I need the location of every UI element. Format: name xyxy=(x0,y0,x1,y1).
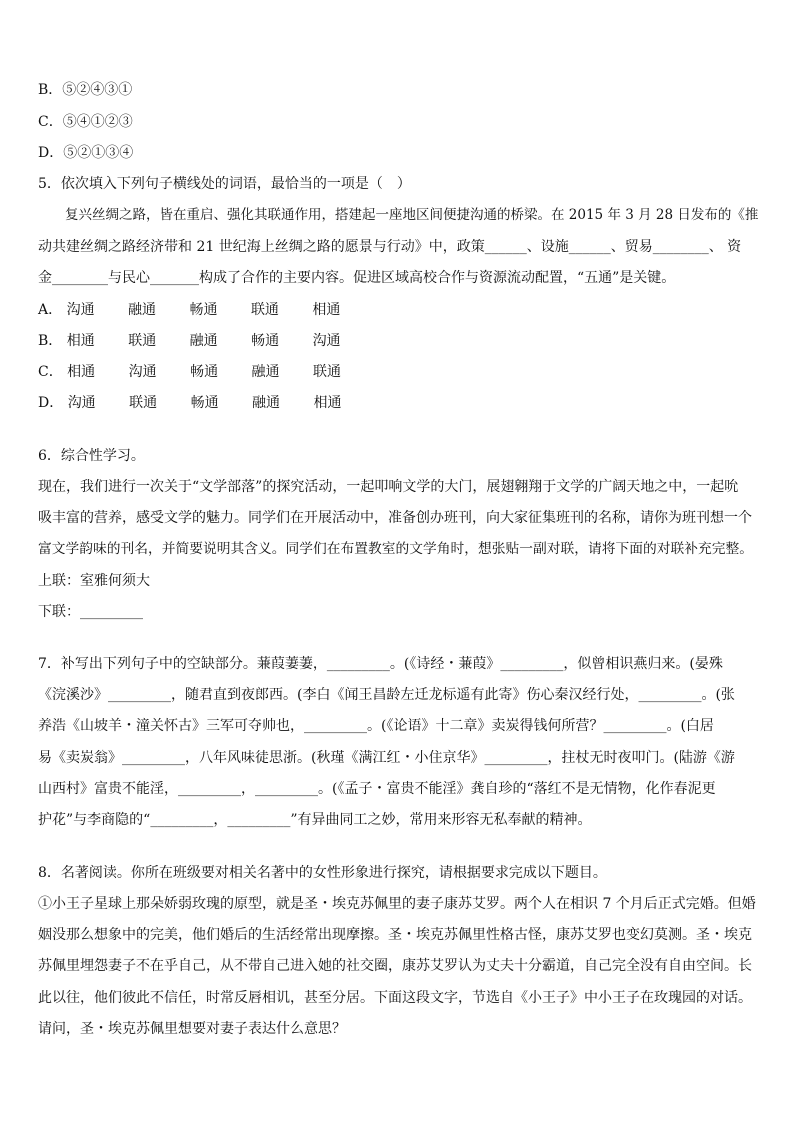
q5-option-word: 联通 xyxy=(128,333,157,349)
q5-option-a xyxy=(38,300,760,320)
q7-line-3: 养浩《山坡羊・潼关怀古》三军可夺帅也，_________。(《论语》十二章》卖炭得钱何所营？_________。(白居 xyxy=(38,718,714,734)
q8-line-2: 姻没那么想象中的完美，他们婚后的生活经常出现摩擦。圣・埃克苏佩里性格古怪，康苏艾罗也变幻莫测。圣・埃克 xyxy=(38,927,752,943)
q5-option-c xyxy=(38,362,760,382)
q5-option-label: D． xyxy=(38,395,64,411)
q5-option-word: 相通 xyxy=(66,333,95,349)
q7-line-2: 《浣溪沙》_________，随君直到夜郎西。(李白《闻王昌龄左迁龙标遥有此寄》伤心秦汉经行处，_________。(张 xyxy=(38,687,735,703)
q6-upper-couplet: 上联：室雅何须大 xyxy=(38,573,150,589)
q5-passage-line-3: 金________与民心_______构成了合作的主要内容。促进区域高校合作与资源流动配置，“五通”是关键。 xyxy=(38,270,676,286)
q8-line-3: 苏佩里埋怨妻子不在乎自己，从不带自己进入她的社交圈，康苏艾罗认为丈夫十分霸道，自己完全没有自由空间。长 xyxy=(38,958,752,974)
q5-option-word: 沟通 xyxy=(66,302,95,318)
q5-option-word: 融通 xyxy=(128,302,157,318)
q5-option-word: 融通 xyxy=(252,395,281,411)
q5-option-word: 联通 xyxy=(129,395,158,411)
q6-stem: 6．综合性学习。 xyxy=(38,448,145,464)
q5-option-word: 沟通 xyxy=(128,364,157,380)
q8-line-4: 此以往，他们彼此不信任，时常反唇相讥，甚至分居。下面这段文字，节选自《小王子》中小王子在玫瑰园的对话。 xyxy=(38,990,752,1006)
q5-option-word: 畅通 xyxy=(189,302,218,318)
q5-option-label: C． xyxy=(38,364,63,380)
q5-option-word: 融通 xyxy=(189,333,218,349)
q8-stem: 8．名著阅读。你所在班级要对相关名著中的女性形象进行探究，请根据要求完成以下题目。 xyxy=(38,865,607,881)
q5-option-b xyxy=(38,331,760,351)
q6-lower-couplet: 下联：_________ xyxy=(38,604,143,620)
q5-option-d xyxy=(38,393,760,413)
q5-option-word: 相通 xyxy=(313,395,342,411)
q5-option-word: 畅通 xyxy=(190,364,219,380)
q5-option-word: 畅通 xyxy=(190,395,219,411)
q5-option-word: 沟通 xyxy=(67,395,96,411)
q4-option-b: B．⑤②④③① xyxy=(38,82,133,98)
q4-option-c: C．⑤④①②③ xyxy=(38,114,133,130)
q5-option-word: 畅通 xyxy=(251,333,280,349)
q5-option-word: 相通 xyxy=(67,364,96,380)
q7-line-5: 山西村》富贵不能淫，_________，_________。(《孟子・富贵不能淫》龚自珍的“落红不是无情物，化作春泥更 xyxy=(38,781,716,797)
q5-option-label: B． xyxy=(38,333,63,349)
q5-option-label: A． xyxy=(38,302,63,318)
q4-option-d: D．⑤②①③④ xyxy=(38,145,134,161)
q5-option-word: 融通 xyxy=(251,364,280,380)
q6-line-1: 现在，我们进行一次关于“文学部落”的探究活动，一起叩响文学的大门，展翅翱翔于文学的广阔天地之中，一起吮 xyxy=(38,479,739,495)
q7-line-1: 7．补写出下列句子中的空缺部分。蒹葭萋萋，_________。(《诗经・蒹葭》_________，似曾相识燕归来。(晏殊 xyxy=(38,656,723,672)
q5-option-word: 联通 xyxy=(312,364,341,380)
q5-stem: 5．依次填入下列句子横线处的词语，最恰当的一项是（ ） xyxy=(38,176,411,192)
q5-passage-line-1: 复兴丝绸之路，皆在重启、强化其联通作用，搭建起一座地区间便捷沟通的桥梁。在 2015 年 3 月 28 日发布的《推 xyxy=(65,207,759,223)
q5-option-word: 联通 xyxy=(250,302,279,318)
q7-line-4: 易《卖炭翁》_________，八年风味徒思浙。(秋瑾《满江红・小住京华》_________，拄杖无时夜叩门。(陆游《游 xyxy=(38,750,735,766)
q5-option-word: 沟通 xyxy=(312,333,341,349)
q5-passage-line-2: 动共建丝绸之路经济带和 21 世纪海上丝绸之路的愿景与行动》中，政策______、设施______、贸易________、 资 xyxy=(38,239,742,255)
q8-line-5: 请问，圣・埃克苏佩里想要对妻子表达什么意思？ xyxy=(38,1021,346,1037)
q8-line-1: ①小王子星球上那朵娇弱玫瑰的原型，就是圣・埃克苏佩里的妻子康苏艾罗。两个人在相识 7 个月后正式完婚。但婚 xyxy=(38,896,756,912)
q7-line-6: 护花”与李商隐的“_________，_________”有异曲同工之妙，常用来形容无私奉献的精神。 xyxy=(38,812,592,828)
q5-option-word: 相通 xyxy=(312,302,341,318)
q6-line-2: 吸丰富的营养，感受文学的魅力。同学们在开展活动中，准备创办班刊，向大家征集班刊的名称，请你为班刊想一个 xyxy=(38,510,752,526)
q6-line-3: 富文学韵味的刊名，并简要说明其含义。同学们在布置教室的文学角时，想张贴一副对联，请将下面的对联补充完整。 xyxy=(38,541,754,557)
